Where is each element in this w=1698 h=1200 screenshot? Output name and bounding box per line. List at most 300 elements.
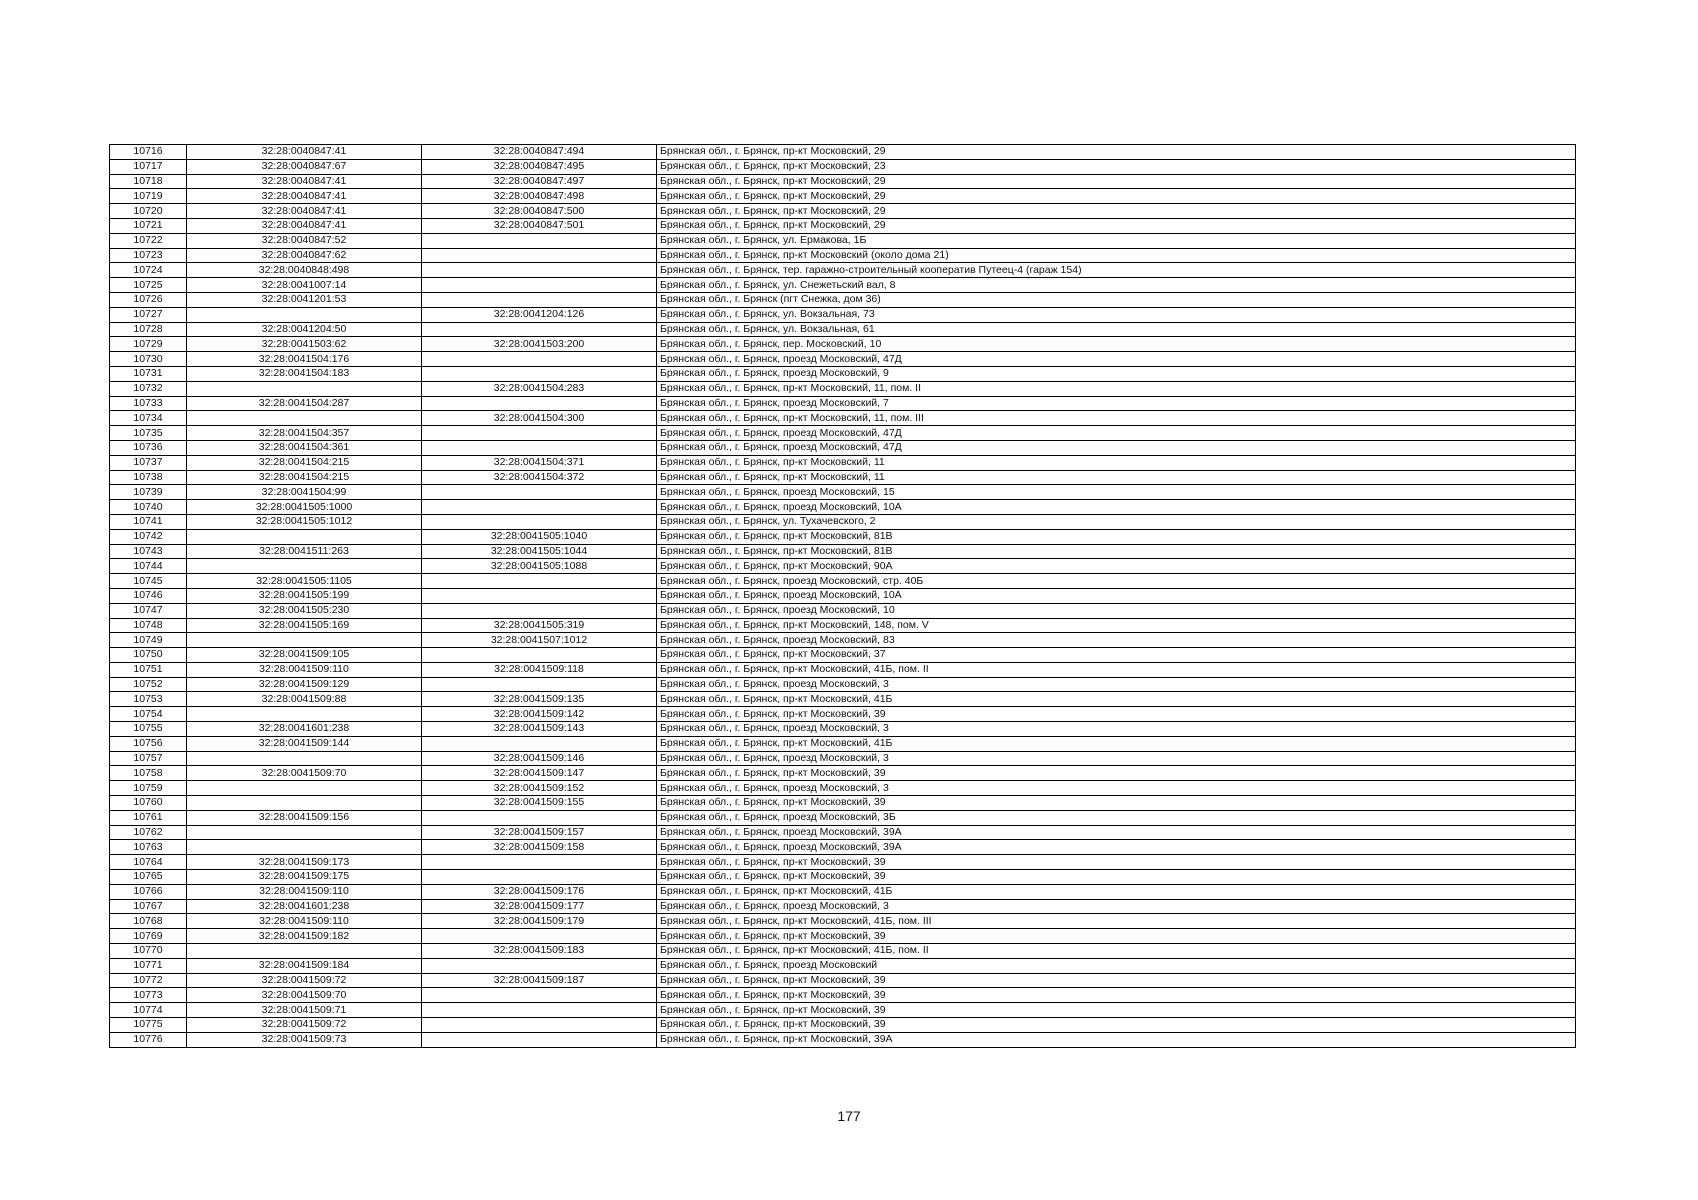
parcel-number-cell	[187, 529, 422, 544]
table-row	[110, 825, 1576, 840]
address-cell: Брянская обл., г. Брянск, тер. гаражно-строительный кооператив Путеец-4 (гараж 154)	[657, 263, 1576, 278]
row-number-cell: 10750	[110, 648, 187, 663]
parcel-number-cell: 32:28:0041505:1000	[187, 500, 422, 515]
table-row	[110, 248, 1576, 263]
object-number-cell: 32:28:0041504:372	[422, 470, 657, 485]
address-cell: Брянская обл., г. Брянск, пр-кт Московский, 39А	[657, 1032, 1576, 1047]
address-cell: Брянская обл., г. Брянск, пр-кт Московский, 41Б, пом. II	[657, 662, 1576, 677]
table-row	[110, 929, 1576, 944]
address-cell: Брянская обл., г. Брянск, проезд Московский, 10А	[657, 588, 1576, 603]
table-row	[110, 411, 1576, 426]
row-number-cell: 10729	[110, 337, 187, 352]
parcel-number-cell: 32:28:0041504:99	[187, 485, 422, 500]
parcel-number-cell: 32:28:0040848:498	[187, 263, 422, 278]
row-number-cell: 10776	[110, 1032, 187, 1047]
object-number-cell	[422, 233, 657, 248]
parcel-number-cell	[187, 796, 422, 811]
row-number-cell: 10731	[110, 366, 187, 381]
address-cell: Брянская обл., г. Брянск, проезд Московский, 39А	[657, 825, 1576, 840]
parcel-number-cell: 32:28:0041601:238	[187, 899, 422, 914]
table-row	[110, 810, 1576, 825]
row-number-cell: 10765	[110, 870, 187, 885]
row-number-cell: 10721	[110, 218, 187, 233]
object-number-cell: 32:28:0041509:135	[422, 692, 657, 707]
row-number-cell: 10772	[110, 973, 187, 988]
address-cell: Брянская обл., г. Брянск, ул. Вокзальная, 73	[657, 307, 1576, 322]
table-row	[110, 337, 1576, 352]
object-number-cell: 32:28:0041505:1040	[422, 529, 657, 544]
row-number-cell: 10739	[110, 485, 187, 500]
object-number-cell	[422, 396, 657, 411]
object-number-cell: 32:28:0040847:495	[422, 159, 657, 174]
object-number-cell	[422, 322, 657, 337]
object-number-cell: 32:28:0041509:158	[422, 840, 657, 855]
parcel-number-cell: 32:28:0041504:361	[187, 440, 422, 455]
address-cell: Брянская обл., г. Брянск, пр-кт Московский, 11	[657, 470, 1576, 485]
address-cell: Брянская обл., г. Брянск, пр-кт Московский, 39	[657, 707, 1576, 722]
object-number-cell	[422, 648, 657, 663]
address-cell: Брянская обл., г. Брянск, пр-кт Московский, 41Б, пом. III	[657, 914, 1576, 929]
object-number-cell: 32:28:0041509:177	[422, 899, 657, 914]
parcel-number-cell	[187, 944, 422, 959]
object-number-cell: 32:28:0040847:497	[422, 174, 657, 189]
table-row	[110, 692, 1576, 707]
object-number-cell	[422, 677, 657, 692]
table-row	[110, 544, 1576, 559]
row-number-cell: 10775	[110, 1018, 187, 1033]
address-cell: Брянская обл., г. Брянск, проезд Московский, 3	[657, 751, 1576, 766]
row-number-cell: 10747	[110, 603, 187, 618]
object-number-cell: 32:28:0041509:183	[422, 944, 657, 959]
parcel-number-cell: 32:28:0041509:129	[187, 677, 422, 692]
row-number-cell: 10751	[110, 662, 187, 677]
object-number-cell: 32:28:0041509:143	[422, 722, 657, 737]
object-number-cell: 32:28:0041509:179	[422, 914, 657, 929]
parcel-number-cell	[187, 825, 422, 840]
row-number-cell: 10734	[110, 411, 187, 426]
object-number-cell	[422, 278, 657, 293]
row-number-cell: 10743	[110, 544, 187, 559]
row-number-cell: 10754	[110, 707, 187, 722]
object-number-cell: 32:28:0040847:501	[422, 218, 657, 233]
parcel-number-cell: 32:28:0041509:175	[187, 870, 422, 885]
parcel-number-cell	[187, 751, 422, 766]
parcel-number-cell	[187, 840, 422, 855]
table-row	[110, 307, 1576, 322]
parcel-number-cell	[187, 307, 422, 322]
object-number-cell: 32:28:0041507:1012	[422, 633, 657, 648]
parcel-number-cell: 32:28:0041601:238	[187, 722, 422, 737]
address-cell: Брянская обл., г. Брянск, проезд Московский, 3	[657, 899, 1576, 914]
parcel-number-cell: 32:28:0041509:182	[187, 929, 422, 944]
table-row	[110, 722, 1576, 737]
row-number-cell: 10735	[110, 426, 187, 441]
page-number: 177	[837, 1108, 861, 1124]
address-cell: Брянская обл., г. Брянск, проезд Московский, 3	[657, 677, 1576, 692]
object-number-cell	[422, 855, 657, 870]
object-number-cell	[422, 366, 657, 381]
address-cell: Брянская обл., г. Брянск, пр-кт Московский, 39	[657, 1018, 1576, 1033]
object-number-cell: 32:28:0040847:498	[422, 189, 657, 204]
object-number-cell	[422, 292, 657, 307]
table-row	[110, 855, 1576, 870]
address-cell: Брянская обл., г. Брянск, ул. Вокзальная, 61	[657, 322, 1576, 337]
table-row	[110, 973, 1576, 988]
table-row	[110, 470, 1576, 485]
object-number-cell: 32:28:0041503:200	[422, 337, 657, 352]
row-number-cell: 10759	[110, 781, 187, 796]
parcel-number-cell: 32:28:0041504:183	[187, 366, 422, 381]
table-row	[110, 944, 1576, 959]
object-number-cell	[422, 870, 657, 885]
table-row	[110, 145, 1576, 160]
parcel-number-cell: 32:28:0041505:1012	[187, 514, 422, 529]
table-row	[110, 204, 1576, 219]
row-number-cell: 10763	[110, 840, 187, 855]
row-number-cell: 10742	[110, 529, 187, 544]
address-cell: Брянская обл., г. Брянск, пр-кт Московский, 148, пом. V	[657, 618, 1576, 633]
parcel-number-cell: 32:28:0040847:41	[187, 145, 422, 160]
table-row	[110, 396, 1576, 411]
address-cell: Брянская обл., г. Брянск, проезд Московский, стр. 40Б	[657, 574, 1576, 589]
object-number-cell: 32:28:0041509:142	[422, 707, 657, 722]
parcel-number-cell	[187, 411, 422, 426]
parcel-number-cell: 32:28:0041509:72	[187, 1018, 422, 1033]
parcel-number-cell	[187, 381, 422, 396]
table-row	[110, 766, 1576, 781]
object-number-cell	[422, 958, 657, 973]
table-row	[110, 707, 1576, 722]
table-row	[110, 322, 1576, 337]
table-row	[110, 958, 1576, 973]
parcel-number-cell: 32:28:0040847:41	[187, 189, 422, 204]
address-cell: Брянская обл., г. Брянск, пр-кт Московский, 41Б	[657, 692, 1576, 707]
parcel-number-cell: 32:28:0041509:72	[187, 973, 422, 988]
row-number-cell: 10769	[110, 929, 187, 944]
parcel-number-cell: 32:28:0040847:67	[187, 159, 422, 174]
parcel-number-cell: 32:28:0041505:199	[187, 588, 422, 603]
address-cell: Брянская обл., г. Брянск, пер. Московский, 10	[657, 337, 1576, 352]
parcel-number-cell: 32:28:0041509:110	[187, 884, 422, 899]
table-row	[110, 1003, 1576, 1018]
table-row	[110, 914, 1576, 929]
address-cell: Брянская обл., г. Брянск, пр-кт Московский, 39	[657, 766, 1576, 781]
row-number-cell: 10740	[110, 500, 187, 515]
table-row	[110, 1018, 1576, 1033]
row-number-cell: 10757	[110, 751, 187, 766]
table-row	[110, 263, 1576, 278]
address-cell: Брянская обл., г. Брянск, проезд Московский, 10А	[657, 500, 1576, 515]
row-number-cell: 10744	[110, 559, 187, 574]
row-number-cell: 10719	[110, 189, 187, 204]
register-table	[109, 144, 1576, 1048]
table-row	[110, 781, 1576, 796]
parcel-number-cell: 32:28:0041504:215	[187, 455, 422, 470]
object-number-cell: 32:28:0041509:118	[422, 662, 657, 677]
address-cell: Брянская обл., г. Брянск, пр-кт Московский, 29	[657, 204, 1576, 219]
address-cell: Брянская обл., г. Брянск, ул. Тухачевского, 2	[657, 514, 1576, 529]
row-number-cell: 10718	[110, 174, 187, 189]
parcel-number-cell: 32:28:0040847:41	[187, 204, 422, 219]
row-number-cell: 10733	[110, 396, 187, 411]
row-number-cell: 10723	[110, 248, 187, 263]
object-number-cell	[422, 929, 657, 944]
parcel-number-cell: 32:28:0041509:156	[187, 810, 422, 825]
row-number-cell: 10749	[110, 633, 187, 648]
parcel-number-cell: 32:28:0041505:1105	[187, 574, 422, 589]
table-row	[110, 440, 1576, 455]
parcel-number-cell: 32:28:0041511:263	[187, 544, 422, 559]
row-number-cell: 10756	[110, 736, 187, 751]
row-number-cell: 10761	[110, 810, 187, 825]
address-cell: Брянская обл., г. Брянск, ул. Снежетьский вал, 8	[657, 278, 1576, 293]
table-row	[110, 870, 1576, 885]
table-row	[110, 366, 1576, 381]
row-number-cell: 10725	[110, 278, 187, 293]
row-number-cell: 10727	[110, 307, 187, 322]
object-number-cell: 32:28:0041204:126	[422, 307, 657, 322]
table-row	[110, 840, 1576, 855]
object-number-cell	[422, 1003, 657, 1018]
row-number-cell: 10738	[110, 470, 187, 485]
address-cell: Брянская обл., г. Брянск, пр-кт Московский, 29	[657, 145, 1576, 160]
row-number-cell: 10748	[110, 618, 187, 633]
address-cell: Брянская обл., г. Брянск, проезд Московский, 7	[657, 396, 1576, 411]
row-number-cell: 10736	[110, 440, 187, 455]
object-number-cell	[422, 1032, 657, 1047]
parcel-number-cell: 32:28:0041504:215	[187, 470, 422, 485]
object-number-cell: 32:28:0041509:152	[422, 781, 657, 796]
address-cell: Брянская обл., г. Брянск, пр-кт Московский, 81В	[657, 544, 1576, 559]
address-cell: Брянская обл., г. Брянск, проезд Московский, 47Д	[657, 426, 1576, 441]
parcel-number-cell: 32:28:0041509:184	[187, 958, 422, 973]
address-cell: Брянская обл., г. Брянск, пр-кт Московский, 41Б	[657, 736, 1576, 751]
address-cell: Брянская обл., г. Брянск, проезд Московский, 3	[657, 722, 1576, 737]
object-number-cell	[422, 736, 657, 751]
row-number-cell: 10745	[110, 574, 187, 589]
address-cell: Брянская обл., г. Брянск, пр-кт Московский, 90А	[657, 559, 1576, 574]
parcel-number-cell: 32:28:0041509:144	[187, 736, 422, 751]
object-number-cell	[422, 352, 657, 367]
row-number-cell: 10773	[110, 988, 187, 1003]
object-number-cell	[422, 485, 657, 500]
table-row	[110, 796, 1576, 811]
object-number-cell: 32:28:0041505:1044	[422, 544, 657, 559]
row-number-cell: 10767	[110, 899, 187, 914]
table-row	[110, 559, 1576, 574]
address-cell: Брянская обл., г. Брянск, пр-кт Московский, 39	[657, 1003, 1576, 1018]
table-row	[110, 189, 1576, 204]
table-row	[110, 751, 1576, 766]
parcel-number-cell	[187, 633, 422, 648]
object-number-cell	[422, 248, 657, 263]
address-cell: Брянская обл., г. Брянск, проезд Московский, 3Б	[657, 810, 1576, 825]
parcel-number-cell: 32:28:0041509:110	[187, 914, 422, 929]
parcel-number-cell: 32:28:0040847:41	[187, 218, 422, 233]
row-number-cell: 10760	[110, 796, 187, 811]
address-cell: Брянская обл., г. Брянск, проезд Московский, 3	[657, 781, 1576, 796]
parcel-number-cell: 32:28:0040847:62	[187, 248, 422, 263]
table-row	[110, 603, 1576, 618]
object-number-cell: 32:28:0041504:283	[422, 381, 657, 396]
address-cell: Брянская обл., г. Брянск, пр-кт Московский, 39	[657, 796, 1576, 811]
row-number-cell: 10752	[110, 677, 187, 692]
table-row	[110, 588, 1576, 603]
table-row	[110, 500, 1576, 515]
table-row	[110, 218, 1576, 233]
table-row	[110, 1032, 1576, 1047]
table-row	[110, 633, 1576, 648]
object-number-cell	[422, 588, 657, 603]
address-cell: Брянская обл., г. Брянск, пр-кт Московский, 11, пом. III	[657, 411, 1576, 426]
object-number-cell: 32:28:0041509:176	[422, 884, 657, 899]
table-row	[110, 677, 1576, 692]
parcel-number-cell: 32:28:0041509:105	[187, 648, 422, 663]
row-number-cell: 10766	[110, 884, 187, 899]
object-number-cell	[422, 514, 657, 529]
row-number-cell: 10716	[110, 145, 187, 160]
object-number-cell: 32:28:0041509:157	[422, 825, 657, 840]
object-number-cell: 32:28:0041509:147	[422, 766, 657, 781]
parcel-number-cell: 32:28:0040847:41	[187, 174, 422, 189]
object-number-cell	[422, 263, 657, 278]
address-cell: Брянская обл., г. Брянск, пр-кт Московский (около дома 21)	[657, 248, 1576, 263]
table-row	[110, 736, 1576, 751]
row-number-cell: 10755	[110, 722, 187, 737]
table-row	[110, 618, 1576, 633]
row-number-cell: 10771	[110, 958, 187, 973]
table-row	[110, 381, 1576, 396]
address-cell: Брянская обл., г. Брянск, проезд Московский, 83	[657, 633, 1576, 648]
address-cell: Брянская обл., г. Брянск, проезд Московский, 9	[657, 366, 1576, 381]
address-cell: Брянская обл., г. Брянск, пр-кт Московский, 41Б	[657, 884, 1576, 899]
table-row	[110, 514, 1576, 529]
parcel-number-cell: 32:28:0041201:53	[187, 292, 422, 307]
address-cell: Брянская обл., г. Брянск, пр-кт Московский, 41Б, пом. II	[657, 944, 1576, 959]
row-number-cell: 10764	[110, 855, 187, 870]
parcel-number-cell: 32:28:0041204:50	[187, 322, 422, 337]
object-number-cell: 32:28:0041504:371	[422, 455, 657, 470]
row-number-cell: 10737	[110, 455, 187, 470]
table-row	[110, 278, 1576, 293]
address-cell: Брянская обл., г. Брянск, пр-кт Московский, 39	[657, 870, 1576, 885]
row-number-cell: 10770	[110, 944, 187, 959]
table-row	[110, 159, 1576, 174]
parcel-number-cell: 32:28:0041509:110	[187, 662, 422, 677]
parcel-number-cell	[187, 559, 422, 574]
address-cell: Брянская обл., г. Брянск, проезд Московский, 10	[657, 603, 1576, 618]
object-number-cell: 32:28:0041505:1088	[422, 559, 657, 574]
parcel-number-cell: 32:28:0041509:70	[187, 988, 422, 1003]
address-cell: Брянская обл., г. Брянск, проезд Московский, 15	[657, 485, 1576, 500]
address-cell: Брянская обл., г. Брянск, проезд Московский, 39А	[657, 840, 1576, 855]
row-number-cell: 10730	[110, 352, 187, 367]
object-number-cell	[422, 810, 657, 825]
address-cell: Брянская обл., г. Брянск, пр-кт Московский, 39	[657, 973, 1576, 988]
address-cell: Брянская обл., г. Брянск (пгт Снежка, дом 36)	[657, 292, 1576, 307]
object-number-cell: 32:28:0041505:319	[422, 618, 657, 633]
row-number-cell: 10726	[110, 292, 187, 307]
row-number-cell: 10722	[110, 233, 187, 248]
table-row	[110, 529, 1576, 544]
parcel-number-cell: 32:28:0041509:88	[187, 692, 422, 707]
row-number-cell: 10720	[110, 204, 187, 219]
parcel-number-cell: 32:28:0040847:52	[187, 233, 422, 248]
parcel-number-cell: 32:28:0041505:230	[187, 603, 422, 618]
row-number-cell: 10724	[110, 263, 187, 278]
object-number-cell	[422, 988, 657, 1003]
object-number-cell: 32:28:0040847:500	[422, 204, 657, 219]
address-cell: Брянская обл., г. Брянск, проезд Московский	[657, 958, 1576, 973]
row-number-cell: 10758	[110, 766, 187, 781]
register-table-body	[110, 145, 1576, 1048]
object-number-cell: 32:28:0041509:155	[422, 796, 657, 811]
object-number-cell: 32:28:0040847:494	[422, 145, 657, 160]
address-cell: Брянская обл., г. Брянск, пр-кт Московский, 39	[657, 855, 1576, 870]
parcel-number-cell: 32:28:0041007:14	[187, 278, 422, 293]
parcel-number-cell: 32:28:0041509:70	[187, 766, 422, 781]
address-cell: Брянская обл., г. Брянск, пр-кт Московский, 37	[657, 648, 1576, 663]
parcel-number-cell: 32:28:0041503:62	[187, 337, 422, 352]
row-number-cell: 10741	[110, 514, 187, 529]
object-number-cell: 32:28:0041509:146	[422, 751, 657, 766]
parcel-number-cell: 32:28:0041509:173	[187, 855, 422, 870]
table-row	[110, 988, 1576, 1003]
row-number-cell: 10728	[110, 322, 187, 337]
object-number-cell	[422, 574, 657, 589]
address-cell: Брянская обл., г. Брянск, пр-кт Московский, 29	[657, 174, 1576, 189]
table-row	[110, 662, 1576, 677]
address-cell: Брянская обл., г. Брянск, пр-кт Московский, 29	[657, 189, 1576, 204]
row-number-cell: 10768	[110, 914, 187, 929]
object-number-cell	[422, 440, 657, 455]
table-row	[110, 426, 1576, 441]
address-cell: Брянская обл., г. Брянск, пр-кт Московский, 81В	[657, 529, 1576, 544]
table-row	[110, 233, 1576, 248]
object-number-cell: 32:28:0041509:187	[422, 973, 657, 988]
address-cell: Брянская обл., г. Брянск, пр-кт Московский, 11, пом. II	[657, 381, 1576, 396]
table-row	[110, 485, 1576, 500]
row-number-cell: 10717	[110, 159, 187, 174]
parcel-number-cell: 32:28:0041509:73	[187, 1032, 422, 1047]
object-number-cell	[422, 500, 657, 515]
row-number-cell: 10762	[110, 825, 187, 840]
parcel-number-cell: 32:28:0041504:287	[187, 396, 422, 411]
parcel-number-cell: 32:28:0041504:357	[187, 426, 422, 441]
object-number-cell	[422, 603, 657, 618]
table-row	[110, 884, 1576, 899]
address-cell: Брянская обл., г. Брянск, пр-кт Московский, 29	[657, 218, 1576, 233]
table-row	[110, 574, 1576, 589]
table-row	[110, 292, 1576, 307]
parcel-number-cell: 32:28:0041509:71	[187, 1003, 422, 1018]
parcel-number-cell: 32:28:0041505:169	[187, 618, 422, 633]
table-row	[110, 174, 1576, 189]
row-number-cell: 10753	[110, 692, 187, 707]
row-number-cell: 10774	[110, 1003, 187, 1018]
table-row	[110, 899, 1576, 914]
parcel-number-cell: 32:28:0041504:176	[187, 352, 422, 367]
table-row	[110, 455, 1576, 470]
parcel-number-cell	[187, 781, 422, 796]
row-number-cell: 10746	[110, 588, 187, 603]
address-cell: Брянская обл., г. Брянск, пр-кт Московский, 39	[657, 929, 1576, 944]
object-number-cell	[422, 426, 657, 441]
row-number-cell: 10732	[110, 381, 187, 396]
address-cell: Брянская обл., г. Брянск, проезд Московский, 47Д	[657, 352, 1576, 367]
object-number-cell	[422, 1018, 657, 1033]
parcel-number-cell	[187, 707, 422, 722]
